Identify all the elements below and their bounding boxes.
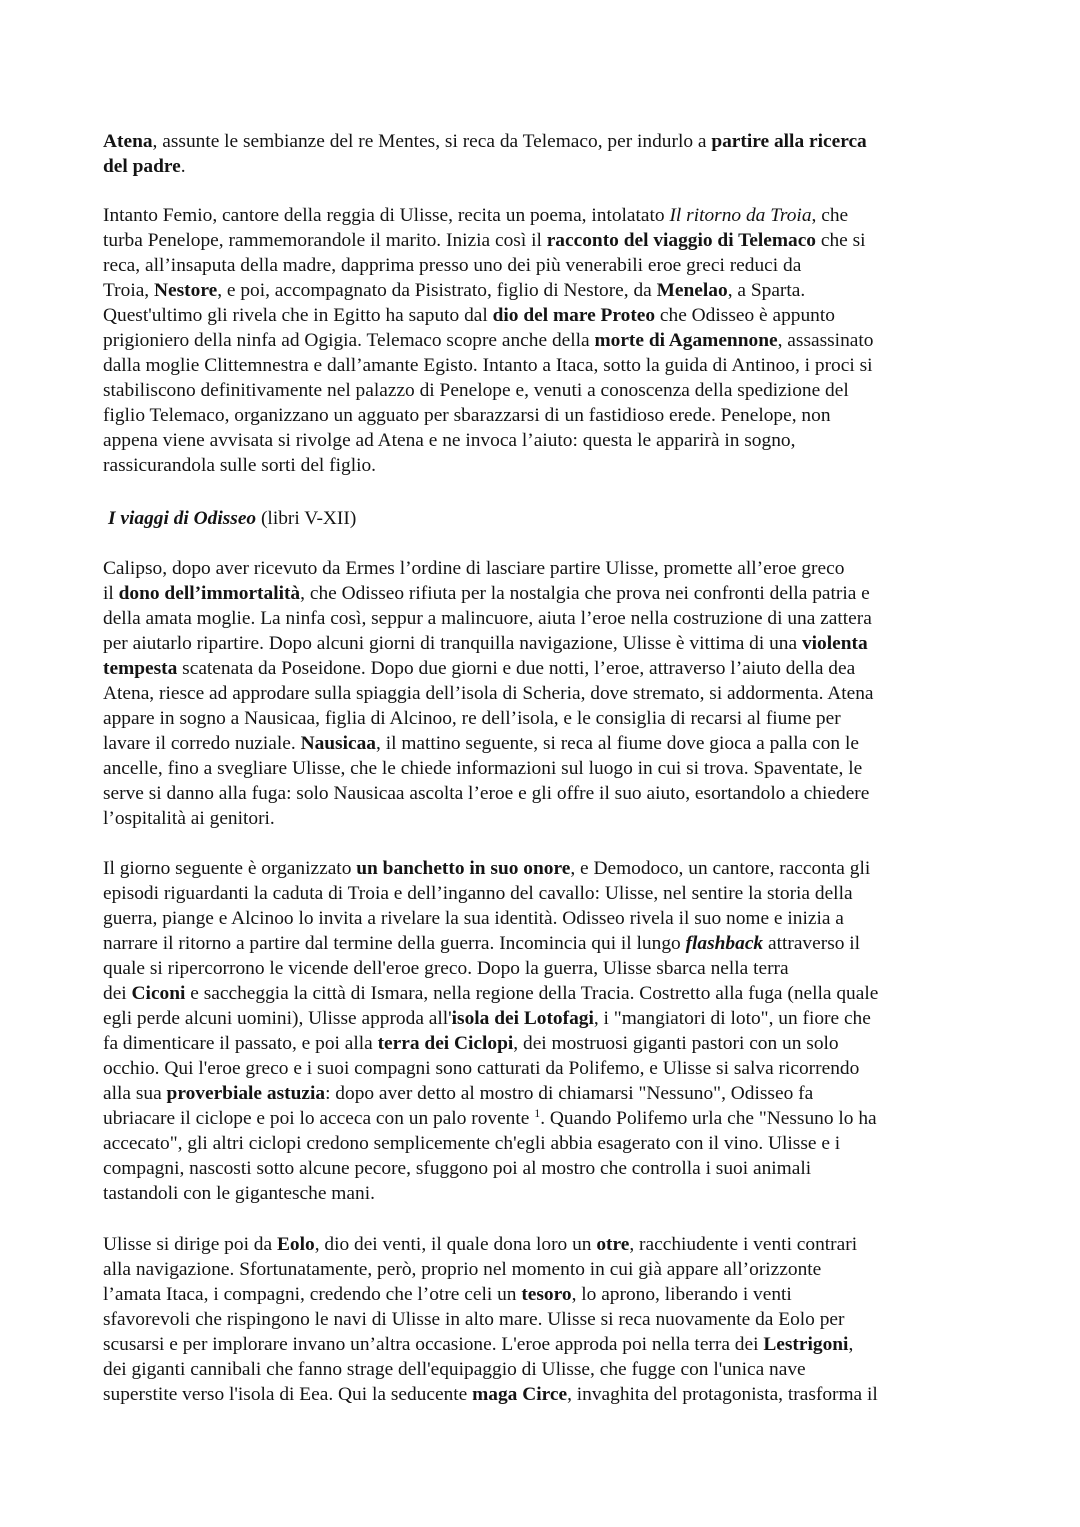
text-line xyxy=(103,1106,983,1131)
text-run: attraverso il xyxy=(763,933,861,954)
text-line xyxy=(103,403,983,428)
text-run: alla sua xyxy=(103,1083,167,1104)
bold-text: proverbiale astuzia xyxy=(166,1083,326,1104)
text-line xyxy=(103,378,983,403)
paragraph-eolo-circe xyxy=(103,1232,983,1407)
paragraph-calipso-nausicaa xyxy=(103,556,983,831)
bold-text: Lestrigoni xyxy=(763,1334,849,1355)
bold-text: Nestore xyxy=(154,280,218,301)
text-run: episodi riguardanti la caduta di Troia e dell’inganno del cavallo: Ulisse, nel sentire la storia della xyxy=(103,883,853,904)
bold-text: del padre xyxy=(103,156,181,177)
text-line xyxy=(103,328,983,353)
text-line xyxy=(103,706,983,731)
text-run: . xyxy=(180,156,186,177)
text-run: , che xyxy=(811,205,849,226)
text-run: scatenata da Poseidone. Dopo due giorni e due notti, l’eroe, attraverso l’aiuto della dea xyxy=(177,658,856,679)
paragraph-banchetto-polifemo xyxy=(103,856,983,1206)
text-line xyxy=(103,1332,983,1357)
text-line xyxy=(103,756,983,781)
text-run: e saccheggia la città di Ismara, nella regione della Tracia. Costretto alla fuga (nella quale xyxy=(185,983,879,1004)
text-run: reca, all’insaputa della madre, dapprima presso uno dei più venerabili eroe greci reduci da xyxy=(103,255,802,276)
bold-text: flashback xyxy=(685,933,764,954)
text-run: ancelle, fino a svegliare Ulisse, che le chiede informazioni sul luogo in cui si trova. Spaventate, le xyxy=(103,758,863,779)
text-line xyxy=(103,931,983,956)
text-line xyxy=(103,1282,983,1307)
text-line xyxy=(103,228,983,253)
text-run: , che Odisseo rifiuta per la nostalgia che prova nei confronti della patria e xyxy=(300,583,870,604)
text-run: serve si danno alla fuga: solo Nausicaa ascolta l’eroe e gli offre il suo aiuto, esortandolo a chiedere xyxy=(103,783,870,804)
text-run: lavare il corredo nuziale. xyxy=(103,733,301,754)
text-run: , assassinato xyxy=(777,330,874,351)
text-line xyxy=(103,1232,983,1257)
text-line xyxy=(103,353,983,378)
text-line xyxy=(103,731,983,756)
text-line xyxy=(103,154,983,179)
text-line xyxy=(103,806,983,831)
text-line xyxy=(103,856,983,881)
text-line xyxy=(103,656,983,681)
text-run: Intanto Femio, cantore della reggia di Ulisse, recita un poema, intolatato xyxy=(103,205,670,226)
bold-text: racconto del viaggio di Telemaco xyxy=(546,230,816,251)
bold-text: morte di Agamennone xyxy=(594,330,778,351)
text-run: narrare il ritorno a partire dal termine della guerra. Incomincia qui il lungo xyxy=(103,933,686,954)
text-run: dalla moglie Clittemnestra e dall’amante Egisto. Intanto a Itaca, sotto la guida di Antinoo, i proci si xyxy=(103,355,873,376)
bold-text: Menelao xyxy=(656,280,728,301)
text-run: l’ospitalità ai genitori. xyxy=(103,808,275,829)
text-line xyxy=(103,1156,983,1181)
text-run: figlio Telemaco, organizzano un agguato per sbarazzarsi di un fastidioso erede. Penelope, non xyxy=(103,405,831,426)
text-run: della amata moglie. La ninfa così, seppur a malincuore, aiuta l’eroe nella costruzione di una zattera xyxy=(103,608,872,629)
text-line xyxy=(108,506,988,531)
text-run: , assunte le sembianze del re Mentes, si reca da Telemaco, per indurlo a xyxy=(152,131,712,152)
text-line xyxy=(103,129,983,154)
bold-text: dono dell’immortalità xyxy=(118,583,301,604)
text-line xyxy=(103,631,983,656)
italic-text: Il ritorno da Troia xyxy=(669,205,812,226)
text-line xyxy=(103,956,983,981)
bold-text: partire alla ricerca xyxy=(711,131,867,152)
text-line xyxy=(103,253,983,278)
text-line xyxy=(103,1257,983,1282)
text-run: superstite verso l'isola di Eea. Qui la seducente xyxy=(103,1384,473,1405)
paragraph-atena-mentes xyxy=(103,129,983,179)
text-run: guerra, piange e Alcinoo lo invita a rivelare la sua identità. Odisseo rivela il suo nome e inizia a xyxy=(103,908,844,929)
bold-text: violenta xyxy=(801,633,868,654)
text-run: compagni, nascosti sotto alcune pecore, sfuggono poi al mostro che controlla i suoi animali xyxy=(103,1158,812,1179)
bold-text: Eolo xyxy=(276,1234,315,1255)
text-line xyxy=(103,428,983,453)
text-run: , i "mangiatori di loto", un fiore che xyxy=(593,1008,871,1029)
text-run: che si xyxy=(816,230,866,251)
text-run: Quest'ultimo gli rivela che in Egitto ha saputo dal xyxy=(103,305,493,326)
text-line xyxy=(103,303,983,328)
text-run: egli perde alcuni uomini), Ulisse approda all' xyxy=(103,1008,452,1029)
text-line xyxy=(103,1382,983,1407)
text-run: , invaghita del protagonista, trasforma il xyxy=(567,1384,878,1405)
text-run: dei giganti cannibali che fanno strage dell'equipaggio di Ulisse, che fugge con l'unica nave xyxy=(103,1359,806,1380)
text-run: prigioniero della ninfa ad Ogigia. Telemaco scopre anche della xyxy=(103,330,595,351)
text-run: accecato", gli altri ciclopi credono semplicemente ch'egli abbia esagerato con il vino. Ulisse e i xyxy=(103,1133,841,1154)
text-run: tastandoli con le gigantesche mani. xyxy=(103,1183,375,1204)
text-run: appare in sogno a Nausicaa, figlia di Alcinoo, re dell’isola, e le consiglia di recarsi al fiume per xyxy=(103,708,841,729)
text-run: turba Penelope, rammemorandole il marito. Inizia così il xyxy=(103,230,547,251)
text-run: Atena, riesce ad approdare sulla spiaggia dell’isola di Scheria, dove stremato, si addormenta. Atena xyxy=(103,683,874,704)
bold-text: isola dei Lotofagi xyxy=(451,1008,594,1029)
text-line xyxy=(103,981,983,1006)
text-run: : dopo aver detto al mostro di chiamarsi "Nessuno", Odisseo fa xyxy=(325,1083,814,1104)
bold-text: terra dei Ciclopi xyxy=(377,1033,514,1054)
text-run: , a Sparta. xyxy=(727,280,806,301)
bold-text: Nausicaa xyxy=(300,733,376,754)
footnote-ref: 1 xyxy=(534,1106,541,1120)
text-run: , il mattino seguente, si reca al fiume dove gioca a palla con le xyxy=(376,733,859,754)
text-run: appena viene avvisata si rivolge ad Atena e ne invoca l’aiuto: questa le apparirà in sogno, xyxy=(103,430,796,451)
text-line xyxy=(103,556,983,581)
text-run: quale si ripercorrono le vicende dell'eroe greco. Dopo la guerra, Ulisse sbarca nella terra xyxy=(103,958,789,979)
text-run: Ulisse si dirige poi da xyxy=(103,1234,277,1255)
text-line xyxy=(103,203,983,228)
bold-text: tesoro xyxy=(521,1284,572,1305)
text-line xyxy=(103,1081,983,1106)
text-run: per aiutarlo ripartire. Dopo alcuni giorni di tranquilla navigazione, Ulisse è vittima di una xyxy=(103,633,802,654)
text-run: Il giorno seguente è organizzato xyxy=(103,858,357,879)
text-line xyxy=(103,1131,983,1156)
text-run: fa dimenticare il passato, e poi alla xyxy=(103,1033,378,1054)
text-line xyxy=(103,681,983,706)
text-run: , e Demodoco, un cantore, racconta gli xyxy=(570,858,871,879)
bold-text: Atena xyxy=(103,131,153,152)
bold-text: maga Circe xyxy=(472,1384,568,1405)
text-run: sfavorevoli che rispingono le navi di Ulisse in alto mare. Ulisse si reca nuovamente da Eolo per xyxy=(103,1309,845,1330)
text-line xyxy=(103,581,983,606)
text-run: alla navigazione. Sfortunatamente, però, proprio nel momento in cui già appare all’orizzonte xyxy=(103,1259,822,1280)
text-line xyxy=(103,278,983,303)
text-run: scusarsi e per implorare invano un’altra occasione. L'eroe approda poi nella terra dei xyxy=(103,1334,764,1355)
text-run: ubriacare il ciclope e poi lo acceca con un palo rovente xyxy=(103,1108,535,1129)
text-run: l’amata Itaca, i compagni, credendo che l’otre celi un xyxy=(103,1284,522,1305)
text-run: stabiliscono definitivamente nel palazzo di Penelope e, venuti a conoscenza della spedizione del xyxy=(103,380,849,401)
text-line xyxy=(103,1181,983,1206)
text-run: , dio dei venti, il quale dona loro un xyxy=(314,1234,597,1255)
section-heading-viaggi-odisseo xyxy=(108,506,988,531)
bold-text: dio del mare Proteo xyxy=(492,305,656,326)
paragraph-telemaco-journey xyxy=(103,203,983,478)
bold-text: Ciconi xyxy=(131,983,186,1004)
text-line xyxy=(103,453,983,478)
text-run: che Odisseo è appunto xyxy=(655,305,835,326)
text-run: , racchiudente i venti contrari xyxy=(629,1234,858,1255)
text-run: , dei mostruosi giganti pastori con un solo xyxy=(513,1033,839,1054)
bold-text: otre xyxy=(596,1234,630,1255)
text-line xyxy=(103,781,983,806)
text-run: rassicurandola sulle sorti del figlio. xyxy=(103,455,377,476)
text-run: occhio. Qui l'eroe greco e i suoi compagni sono catturati da Polifemo, e Ulisse si salva ricorrendo xyxy=(103,1058,860,1079)
bold-text: tempesta xyxy=(103,658,178,679)
text-run: (libri V-XII) xyxy=(256,508,357,529)
text-line xyxy=(103,606,983,631)
text-run: dei xyxy=(103,983,132,1004)
text-run: , e poi, accompagnato da Pisistrato, figlio di Nestore, da xyxy=(217,280,657,301)
text-line xyxy=(103,1056,983,1081)
text-line xyxy=(103,906,983,931)
text-run: Calipso, dopo aver ricevuto da Ermes l’ordine di lasciare partire Ulisse, promette all’eroe greco xyxy=(103,558,845,579)
text-line xyxy=(103,1357,983,1382)
text-line xyxy=(103,1307,983,1332)
text-line xyxy=(103,1006,983,1031)
text-run: Troia, xyxy=(103,280,155,301)
text-run: , xyxy=(848,1334,854,1355)
text-run: . Quando Polifemo urla che "Nessuno lo ha xyxy=(540,1108,877,1129)
text-line xyxy=(103,881,983,906)
bold-text: I viaggi di Odisseo xyxy=(108,508,257,529)
text-run: il xyxy=(103,583,119,604)
text-line xyxy=(103,1031,983,1056)
text-run: , lo aprono, liberando i venti xyxy=(571,1284,792,1305)
bold-text: un banchetto in suo onore xyxy=(356,858,571,879)
